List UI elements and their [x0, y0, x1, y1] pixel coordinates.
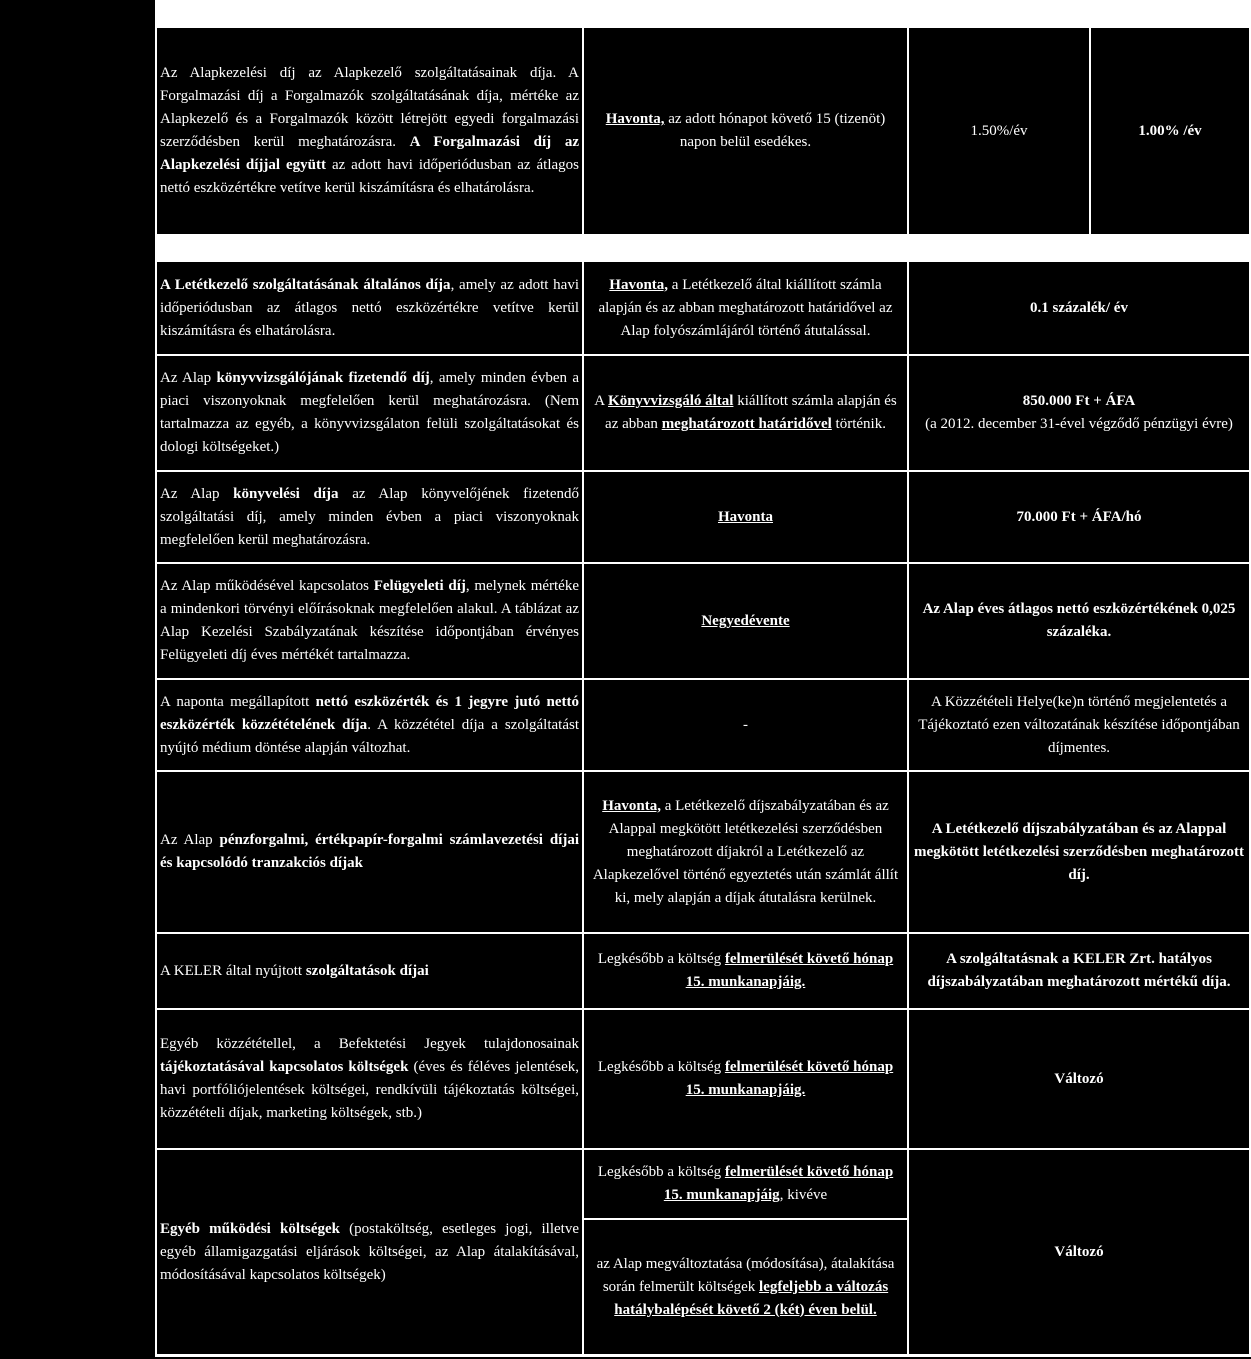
- publication-fee-timing: -: [583, 679, 908, 771]
- custodian-fee-description: A Letétkezelő szolgáltatásának általános díja, amely az adott havi időperiódusban az átlagos nettó eszközértékre vetítve kerül kiszámításra és elhatárolásra.: [156, 261, 583, 355]
- left-margin-column: [0, 0, 155, 1359]
- keler-fee-value: A szolgáltatásnak a KELER Zrt. hatályos díjszabályzatában meghatározott mértékű díja.: [908, 933, 1250, 1009]
- auditor-fee-description: Az Alap könyvvizsgálójának fizetendő díj, amely minden évben a piaci viszonyoknak megfelelően kerül meghatározásra. (Nem tartalmazza az egyéb, a könyvvizsgálaton felüli szolgáltatásokat és dologi költségeket.): [156, 355, 583, 471]
- table-row: [156, 27, 1250, 235]
- auditor-fee-value: 850.000 Ft + ÁFA (a 2012. december 31-ével végződő pénzügyi évre): [908, 355, 1250, 471]
- bookkeeping-fee-value: 70.000 Ft + ÁFA/hó: [908, 471, 1250, 563]
- disclosure-cost-value: Változó: [908, 1009, 1250, 1149]
- transaction-fee-timing: Havonta, a Letétkezelő díjszabályzatában és az Alappal megkötött letétkezelési szerződésben meghatározott díjakról a Letétkezelő az Alapkezelővel történő egyeztetés után számlát állít ki, mely alapján a díjak átutalásra kerülnek.: [583, 771, 908, 933]
- supervisory-fee-timing: Negyedévente: [583, 563, 908, 679]
- operating-cost-value: Változó: [908, 1149, 1250, 1355]
- fee-table-management: [155, 26, 1251, 236]
- management-fee-description: Az Alapkezelési díj az Alapkezelő szolgáltatásainak díja. A Forgalmazási díj a Forgalmazók szolgáltatásának díja, mértéke az Alapkezelő és a Forgalmazók között létrejött egyedi forgalmazási szerződésben kerül meghatározásra. A Forgalmazási díj az Alapkezelési díjjal együtt az adott havi időperiódusban az átlagos nettó eszközértékre vetítve kerül kiszámításra és elhatárolásra.: [156, 27, 583, 235]
- operating-cost-timing-b: az Alap megváltoztatása (módosítása), átalakítása során felmerült költségek legfeljebb a változás hatálybalépését követő 2 (két) éven belül.: [583, 1219, 908, 1355]
- table-row: [156, 355, 1250, 471]
- auditor-fee-timing: A Könyvvizsgáló által kiállított számla alapján és az abban meghatározott határidővel történik.: [583, 355, 908, 471]
- supervisory-fee-description: Az Alap működésével kapcsolatos Felügyeleti díj, melynek mértéke a mindenkori törvényi előírásoknak megfelelően alakul. A táblázat az Alap Kezelési Szabályzatának készítése időpontjában érvényes Felügyeleti díj éves mértékét tartalmazza.: [156, 563, 583, 679]
- table-row: [156, 1149, 1250, 1219]
- bookkeeping-fee-timing: Havonta: [583, 471, 908, 563]
- publication-fee-value: A Közzétételi Helye(ke)n történő megjelentetés a Tájékoztató ezen változatának készítése időpontjában díjmentes.: [908, 679, 1250, 771]
- transaction-fee-value: A Letétkezelő díjszabályzatában és az Alappal megkötött letétkezelési szerződésben meghatározott díj.: [908, 771, 1250, 933]
- management-fee-rate: 1.50%/év: [908, 27, 1090, 235]
- table-gap: [155, 236, 1251, 260]
- table-row: [156, 471, 1250, 563]
- table-row: [156, 933, 1250, 1009]
- table-row: [156, 261, 1250, 355]
- management-fee-timing: Havonta, az adott hónapot követő 15 (tizenöt) napon belül esedékes.: [583, 27, 908, 235]
- keler-fee-timing: Legkésőbb a költség felmerülését követő hónap 15. munkanapjáig.: [583, 933, 908, 1009]
- operating-cost-description: Egyéb működési költségek (postaköltség, esetleges jogi, illetve egyéb államigazgatási eljárások költségei, az Alap átalakításával, módosításával kapcsolatos költségek): [156, 1149, 583, 1355]
- top-gap: [155, 0, 1251, 26]
- table-row: [156, 771, 1250, 933]
- custodian-fee-timing: Havonta, a Letétkezelő által kiállított számla alapján és az abban meghatározott határidővel az Alap folyószámlájáról történő átutalással.: [583, 261, 908, 355]
- table-row: [156, 679, 1250, 771]
- disclosure-cost-timing: Legkésőbb a költség felmerülését követő hónap 15. munkanapjáig.: [583, 1009, 908, 1149]
- supervisory-fee-value: Az Alap éves átlagos nettó eszközértékének 0,025 százaléka.: [908, 563, 1250, 679]
- operating-cost-timing-a: Legkésőbb a költség felmerülését követő hónap 15. munkanapjáig, kivéve: [583, 1149, 908, 1219]
- transaction-fee-description: Az Alap pénzforgalmi, értékpapír-forgalmi számlavezetési díjai és kapcsolódó tranzakciós díjak: [156, 771, 583, 933]
- publication-fee-description: A naponta megállapított nettó eszközérték és 1 jegyre jutó nettó eszközérték közzétételének díja. A közzététel díja a szolgáltatást nyújtó médium döntése alapján változhat.: [156, 679, 583, 771]
- disclosure-cost-description: Egyéb közzététellel, a Befektetési Jegyek tulajdonosainak tájékoztatásával kapcsolatos költségek (éves és féléves jelentések, havi portfóliójelentések költségei, rendkívüli tájékoztatás költségei, közzétételi díjak, marketing költségek, stb.): [156, 1009, 583, 1149]
- distribution-fee-rate: 1.00% /év: [1090, 27, 1250, 235]
- table-row: [156, 1009, 1250, 1149]
- custodian-fee-value: 0.1 százalék/ év: [908, 261, 1250, 355]
- fee-table-costs: [155, 260, 1251, 1356]
- table-row: [156, 563, 1250, 679]
- bookkeeping-fee-description: Az Alap könyvelési díja az Alap könyvelőjének fizetendő szolgáltatási díj, amely minden évben a piaci viszonyoknak megfelelően kerül meghatározásra.: [156, 471, 583, 563]
- keler-fee-description: A KELER által nyújtott szolgáltatások díjai: [156, 933, 583, 1009]
